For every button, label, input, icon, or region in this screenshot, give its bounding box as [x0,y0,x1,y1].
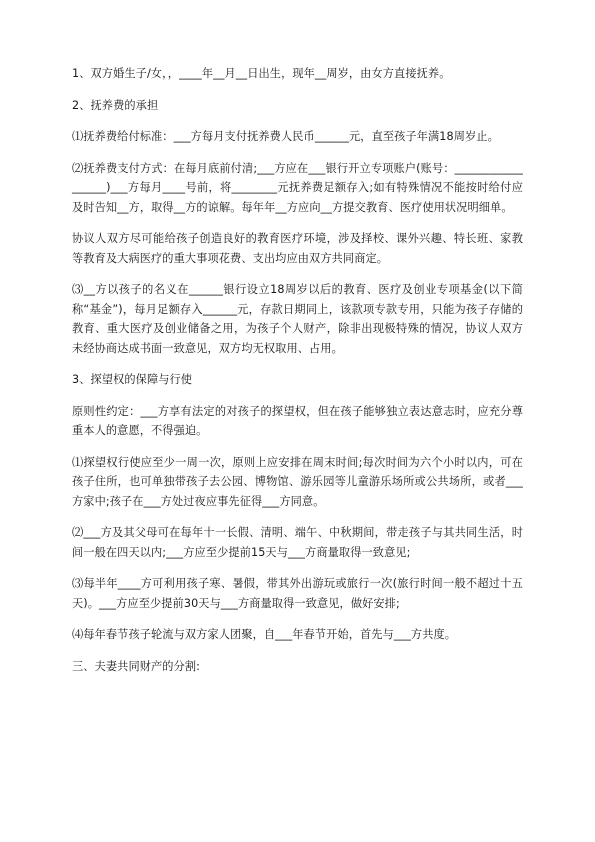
paragraph-visitation-weekly: ⑴探望权行使应至少一周一次，原则上应安排在周末时间;每次时间为六个小时以内，可在孩子住所，也可单独带孩子去公园、博物馆、游乐园等儿童游乐场所或公共场所，或者___方家中;孩子在___方处过夜应事先征得___方同意。 [72,455,523,508]
paragraph-education-medical: 协议人双方尽可能给孩子创造良好的教育医疗环境，涉及择校、课外兴趣、特长班、家教等教育及大病医疗的重大事项花费、支出均应由双方共同商定。 [72,232,523,265]
document-body [72,64,523,688]
paragraph-support-payment: ⑵抚养费支付方式：在每月底前付清;___方应在___银行开立专项账户(账号：__________________)___方每月____号前，将________元抚养费足额存入;如有特殊情况不能按时给付应及时告知__方，取得__方的谅解。每年年__方应向__方提交教育、医疗使用状况明细单。 [72,161,523,214]
heading-property-division: 三、夫妻共同财产的分割: [72,659,201,673]
paragraph-spring-festival: ⑷每年春节孩子轮流与双方家人团聚，自___年春节开始，首先与___方共度。 [72,628,457,641]
heading-visitation: 3、探望权的保障与行使 [72,373,193,386]
paragraph-special-fund: ⑶__方以孩子的名义在______银行设立18周岁以后的教育、医疗及创业专项基金(以下简称“基金”)，每月足额存入______元，存款日期同上，该款项专款专用，只能为孩子存储的教育、重大医疗及创业储备之用，为孩子个人财产，除非出现极特殊的情况，协议人双方未经协商达成书面一致意见，双方均无权取用、占用。 [72,283,523,355]
heading-support-cost: 2、抚养费的承担 [72,98,159,112]
paragraph-support-standard: ⑴抚养费给付标准：___方每月支付抚养费人民币______元，直至孩子年满18周岁止。 [72,130,499,143]
paragraph-visitation-vacation: ⑶每半年____方可利用孩子寒、暑假，带其外出游玩或旅行一次(旅行时间一般不超过十五天)。___方应至少提前30天与___方商量取得一致意见，做好安排; [72,577,523,610]
paragraph-child-custody: 1、双方婚生子/女，，____年__月__日出生，现年__周岁，由女方直接抚养。 [72,67,451,80]
paragraph-visitation-holidays: ⑵___方及其父母可在每年十一长假、清明、端午、中秋期间，带走孩子与其共同生活，时间一般在四天以内;___方应至少提前15天与___方商量取得一致意见; [72,526,523,559]
paragraph-visitation-principle: 原则性约定：___方享有法定的对孩子的探望权，但在孩子能够独立表达意志时，应充分尊重本人的意愿，不得强迫。 [72,404,523,437]
